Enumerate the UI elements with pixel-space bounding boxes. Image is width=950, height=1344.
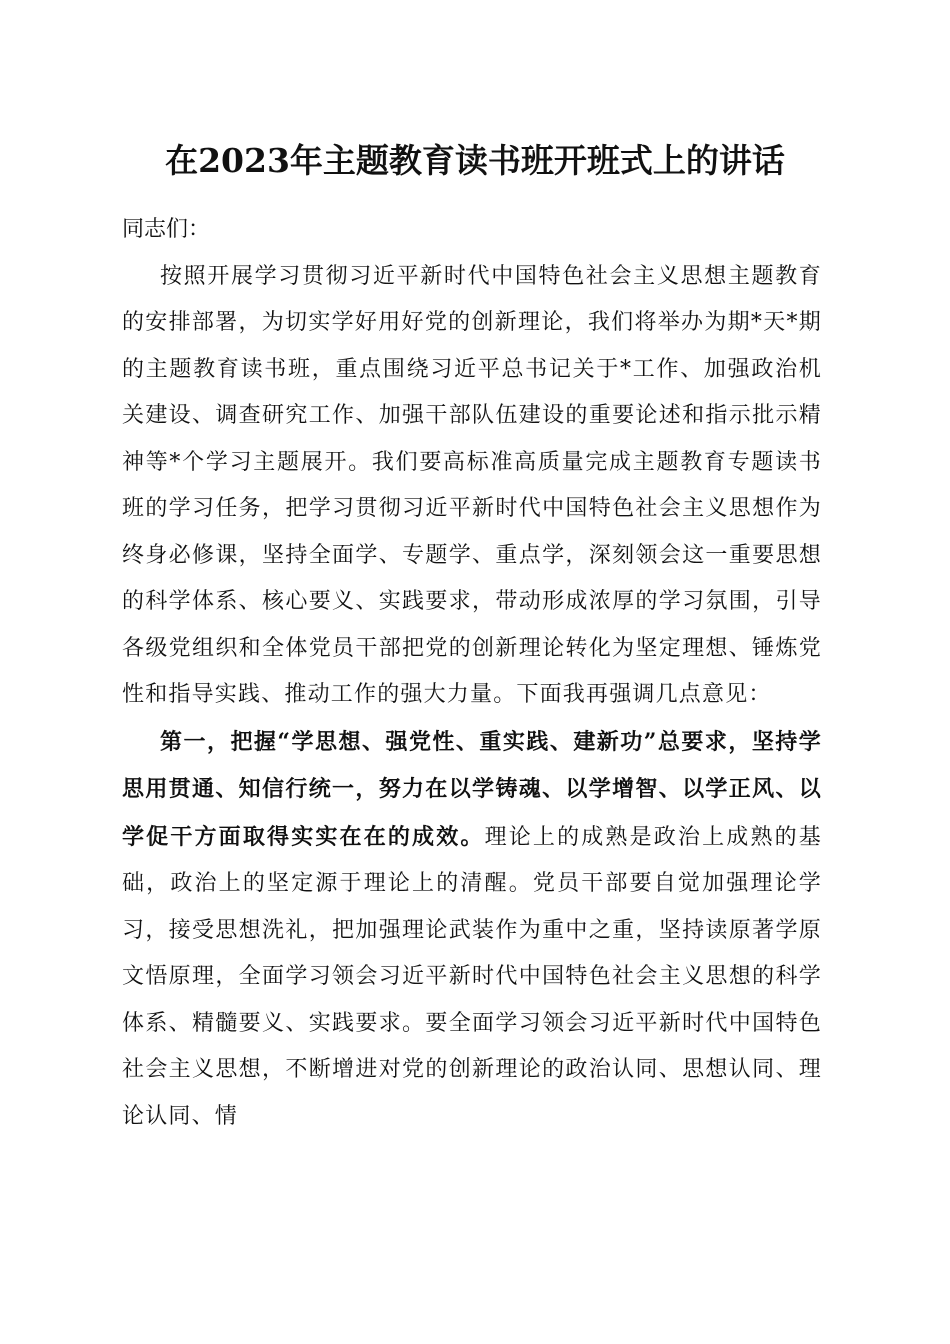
salutation: 同志们： [122,217,211,242]
paragraph-intro-text: 按照开展学习贯彻习近平新时代中国特色社会主义思想主题教育的安排部署，为切实学好用好党的创新理论，我们将举办为期*天*期的主题教育读书班，重点围绕习近平总书记关于*工作、加强政治机关建设、调查研究工作、加强干部队伍建设的重要论述和指示批示精神等*个学习主题展开。我们要高标准高质量完成主题教育专题读书班的学习任务，把学习贯彻习近平新时代中国特色社会主义思想作为终身必修课，坚持全面学、专题学、重点学，深刻领会这一重要思想的科学体系、核心要义、实践要求，带动形成浓厚的学习氛围，引导各级党组织和全体党员干部把党的创新理论转化为坚定理想、锤炼党性和指导实践、推动工作的强大力量。下面我再强调几点意见： [122,263,822,707]
document-title: 在2023年主题教育读书班开班式上的讲话 [165,141,785,180]
document-body [122,207,822,1140]
paragraph-point-one-lead: 第一，把握“学思想、强党性、重实践、建新功”总要求，坚持学思用贯通、知信行统一，努力在以学铸魂、以学增智、以学正风、以学促干方面取得实实在在的成效。 [122,728,822,850]
paragraph-point-one [122,719,822,1141]
paragraph-point-one-text: 理论上的成熟是政治上成熟的基础，政治上的坚定源于理论上的清醒。党员干部要自觉加强理论学习，接受思想洗礼，把加强理论武装作为重中之重，坚持读原著学原文悟原理，全面学习领会习近平新时代中国特色社会主义思想的科学体系、精髓要义、实践要求。要全面学习领会习近平新时代中国特色社会主义思想，不断增进对党的创新理论的政治认同、思想认同、理论认同、情 [122,824,822,1129]
paragraph-intro [122,254,822,719]
